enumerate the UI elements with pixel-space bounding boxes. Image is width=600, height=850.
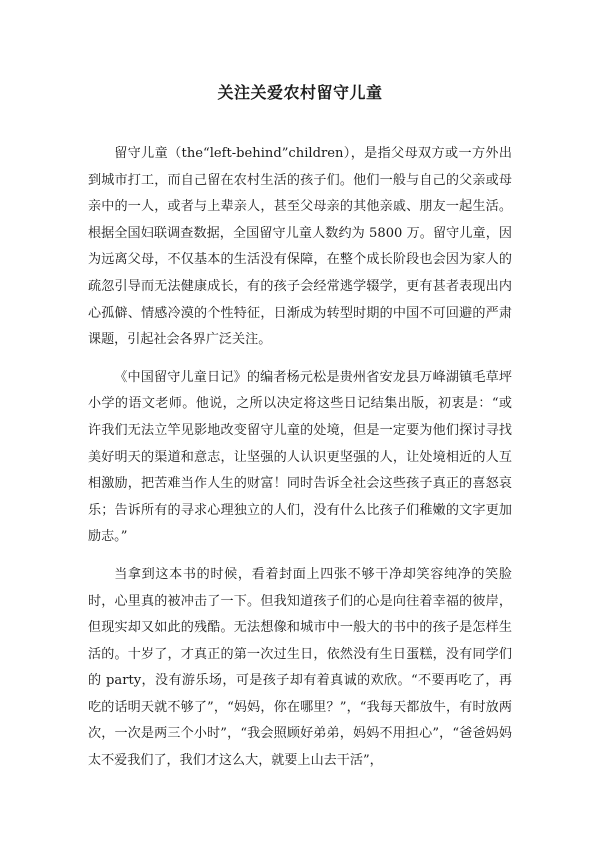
document-title: 关注关爱农村留守儿童 xyxy=(217,83,383,102)
paragraph-reflection: 当拿到这本书的时候，看着封面上四张不够干净却笑容纯净的笑脸时，心里真的被冲击了一下。但我知道孩子们的心是向往着幸福的彼岸，但现实却又如此的残酷。无法想像和城市中一般大的书中的孩子是怎样生活的。十岁了，才真正的第一次过生日，依然没有生日蛋糕，没有同学们的 party，没有游乐场，可是孩子却有着真诚的欢欣。“不要再吃了，再吃的话明天就不够了”，“妈妈，你在哪里？”，“我每天都放牛，有时放两次，一次是两三个小时”，“我会照顾好弟弟，妈妈不用担心”，“爸爸妈妈太不爱我们了，我们才这么大，就要上山去干活”， xyxy=(88,566,512,769)
document-body xyxy=(88,141,512,786)
paragraph-intro: 留守儿童（the“left-behind”children），是指父母双方或一方外出到城市打工，而自己留在农村生活的孩子们。他们一般与自己的父亲或母亲中的一人，或者与上辈亲人，甚至父母亲的其他亲戚、朋友一起生活。根据全国妇联调查数据，全国留守儿童人数约为 5800 万。留守儿童，因为远离父母，不仅基本的生活没有保障，在整个成长阶段也会因为家人的疏忽引导而无法健康成长，有的孩子会经常逃学辍学，更有甚者表现出内心孤僻、情感冷漠的个性特征，日渐成为转型时期的中国不可回避的严肃课题，引起社会各界广泛关注。 xyxy=(88,146,512,348)
paragraph-diary-editor: 《中国留守儿童日记》的编者杨元松是贵州省安龙县万峰湖镇毛草坪小学的语文老师。他说，之所以决定将这些日记结集出版，初衷是：“或许我们无法立竿见影地改变留守儿童的处境，但是一定要为他们探讨寻找美好明天的渠道和意志，让坚强的人认识更坚强的人，让处境相近的人互相激励，把苦难当作人生的财富！同时告诉全社会这些孩子真正的喜怒哀乐；告诉所有的寻求心理独立的人们，没有什么比孩子们稚嫩的文字更加励志。” xyxy=(88,369,512,545)
